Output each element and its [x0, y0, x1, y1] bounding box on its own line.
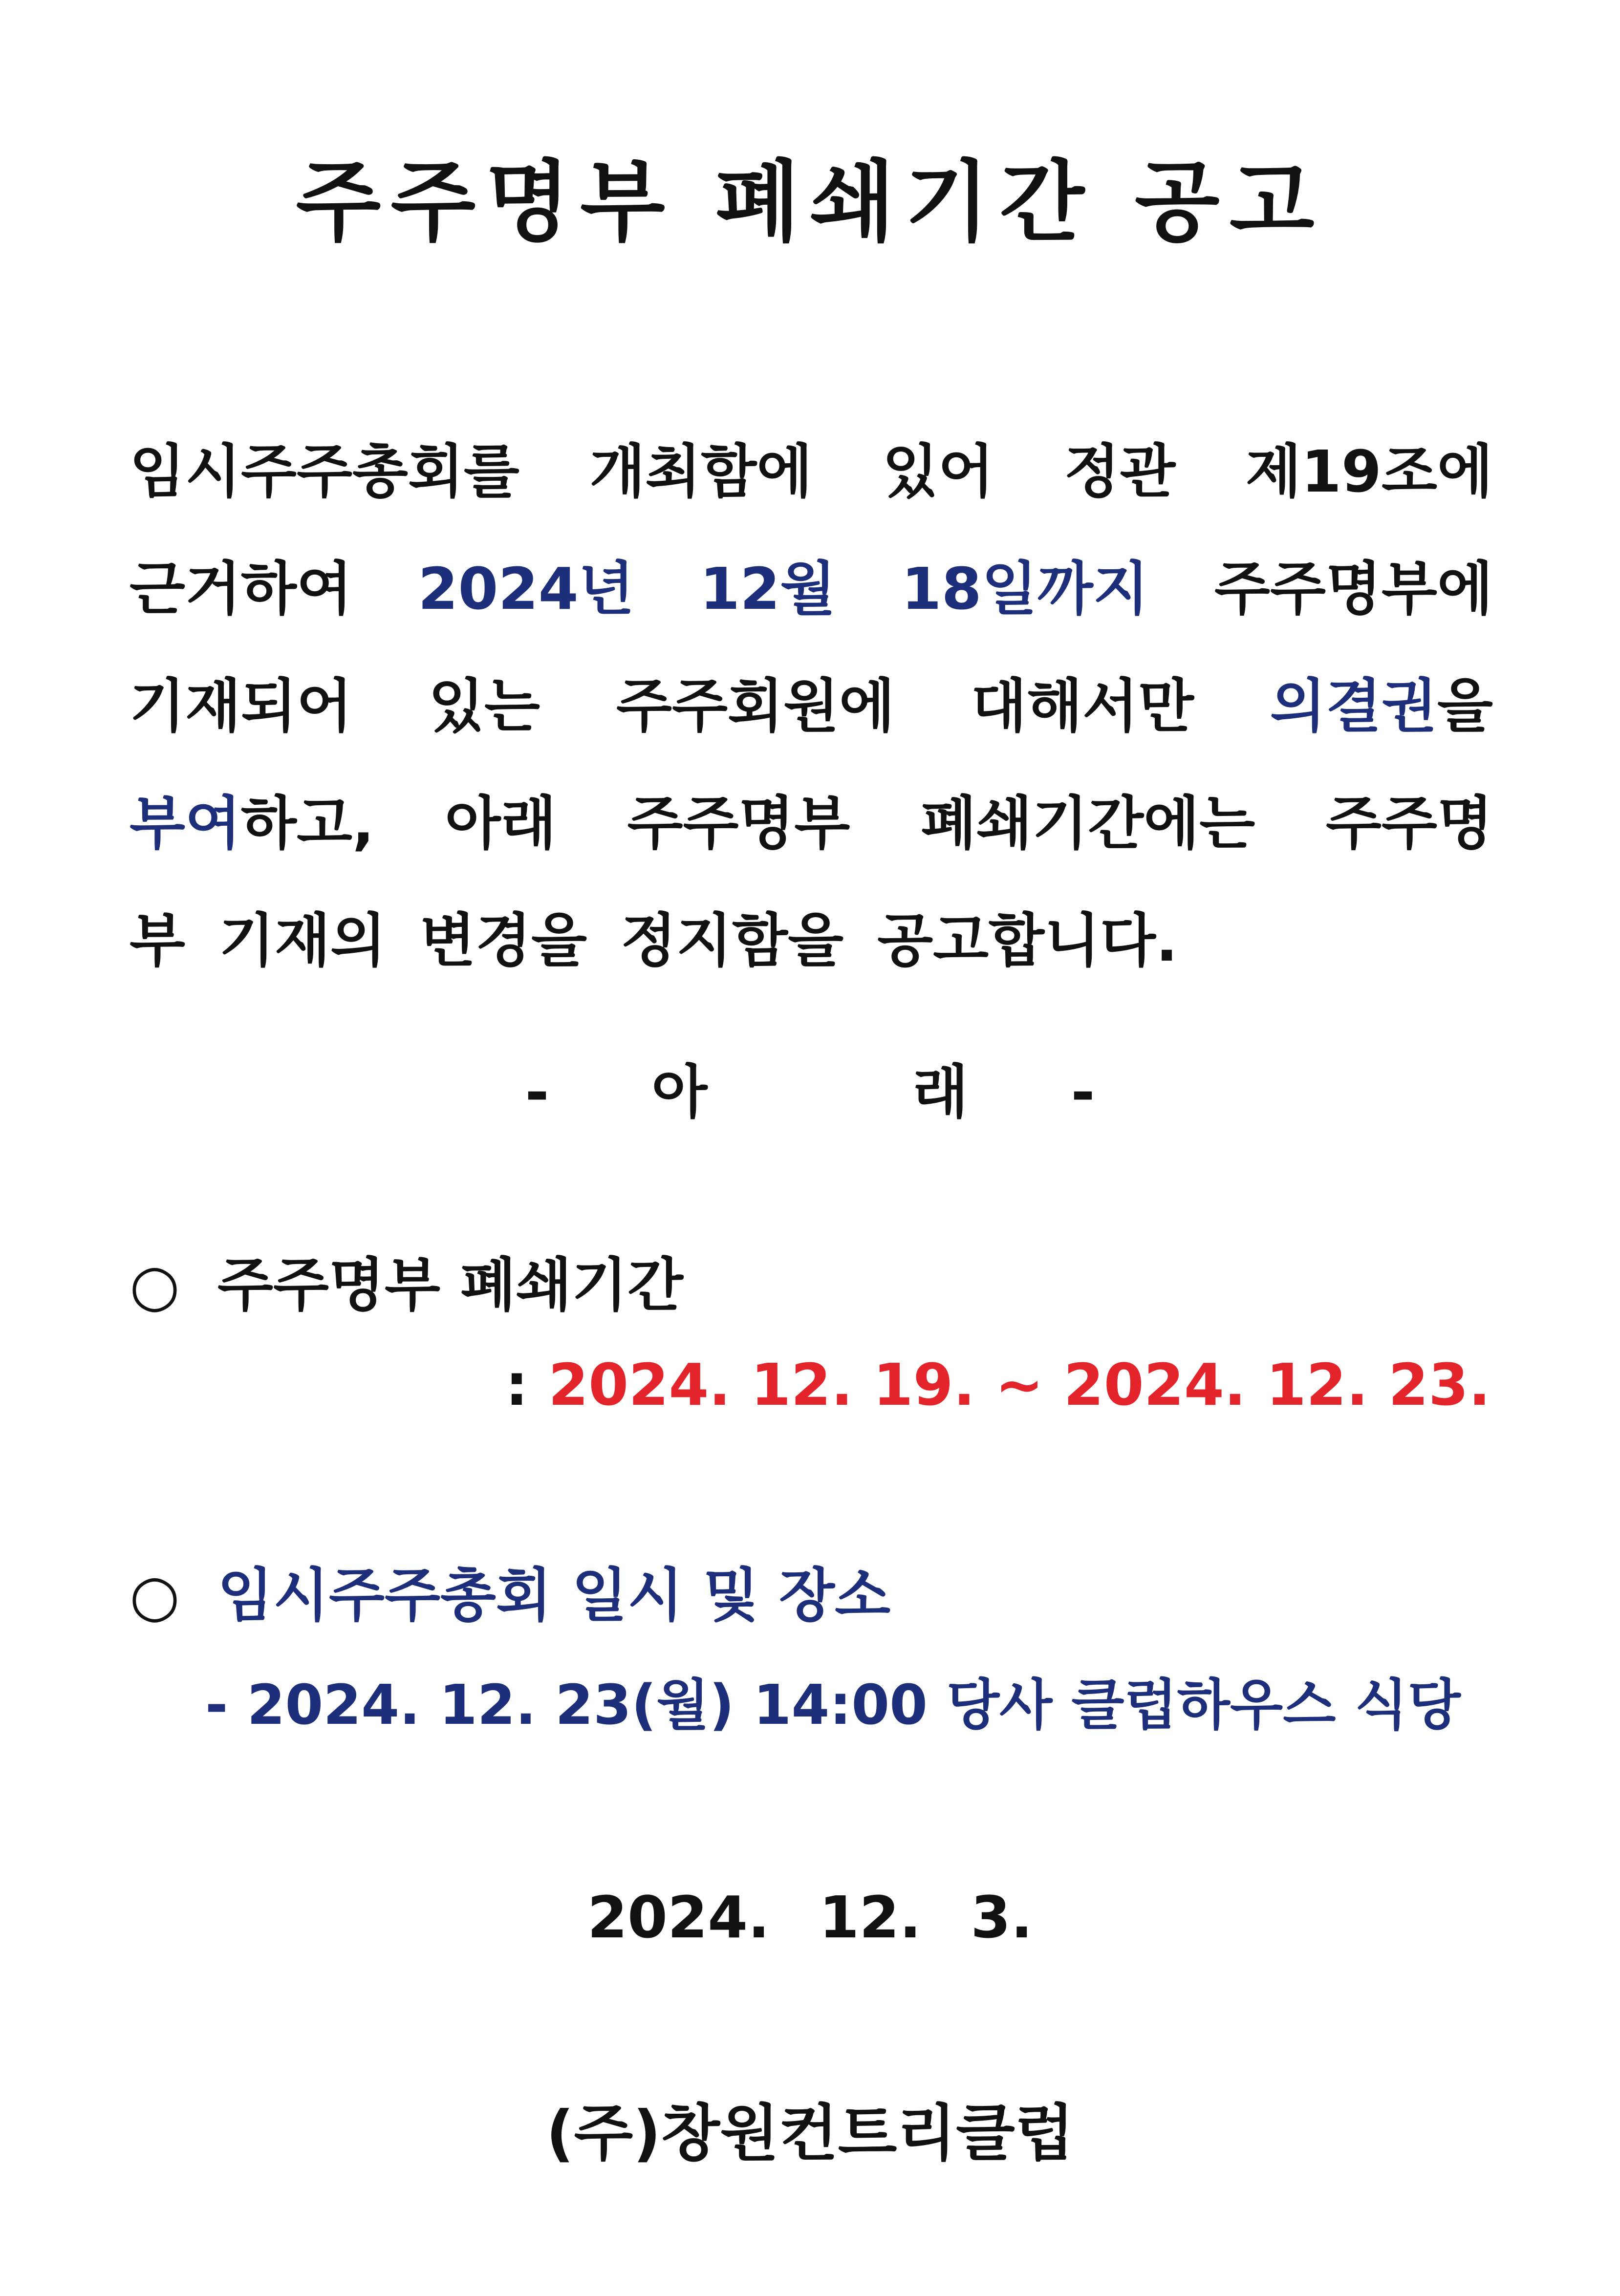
- bullet-icon: ○: [130, 1562, 180, 1629]
- dash-left: -: [525, 1058, 549, 1126]
- bullet-icon: ○: [130, 1251, 180, 1319]
- body-text: 하고, 아래 주주명부 폐쇄기간에는 주주명: [240, 790, 1493, 857]
- body-text: 주주명부에: [1148, 555, 1493, 622]
- grant-highlight: 부여: [130, 790, 241, 857]
- body-line-2: [130, 542, 1493, 625]
- record-date-highlight: 2024년 12월 18일까지: [418, 555, 1149, 622]
- item-label: 주주명부 폐쇄기간: [217, 1251, 683, 1319]
- body-line-3: [130, 660, 1493, 743]
- closure-period-value-row: [505, 1351, 1490, 1418]
- item-closure-period: [130, 1239, 683, 1322]
- meeting-detail: - 2024. 12. 23(월) 14:00 당사 클럽하우스 식당: [205, 1674, 1461, 1737]
- notice-date: 2024. 12. 3.: [587, 1884, 1033, 1951]
- dash-right: -: [1071, 1058, 1095, 1126]
- colon: :: [505, 1351, 528, 1418]
- body-text: 기재되어 있는 주주회원에 대해서만: [130, 672, 1271, 740]
- closure-period-value: 2024. 12. 19. ~ 2024. 12. 23.: [548, 1351, 1490, 1418]
- body-text: 근거하여: [130, 555, 418, 622]
- voting-right-highlight: 의결권: [1270, 672, 1437, 740]
- remark-char-1: 아: [651, 1058, 708, 1126]
- notice-title: 주주명부 폐쇄기간 공고: [296, 151, 1324, 254]
- remark-char-2: 래: [912, 1058, 969, 1126]
- body-text: 을: [1437, 672, 1493, 740]
- body-text: 부 기재의 변경을 정지함을 공고합니다.: [130, 907, 1178, 974]
- item-meeting: [130, 1549, 890, 1632]
- body-line-1: [130, 425, 1493, 508]
- remark-heading: [0, 1046, 1620, 1129]
- body-text: 임시주주총회를 개최함에 있어 정관 제19조에: [130, 438, 1493, 505]
- body-line-5: [130, 894, 1493, 977]
- body-line-4: [130, 777, 1493, 860]
- item-label: 임시주주총회 일시 및 장소: [217, 1562, 891, 1629]
- company-name: (주)창원컨트리클럽: [546, 2098, 1074, 2169]
